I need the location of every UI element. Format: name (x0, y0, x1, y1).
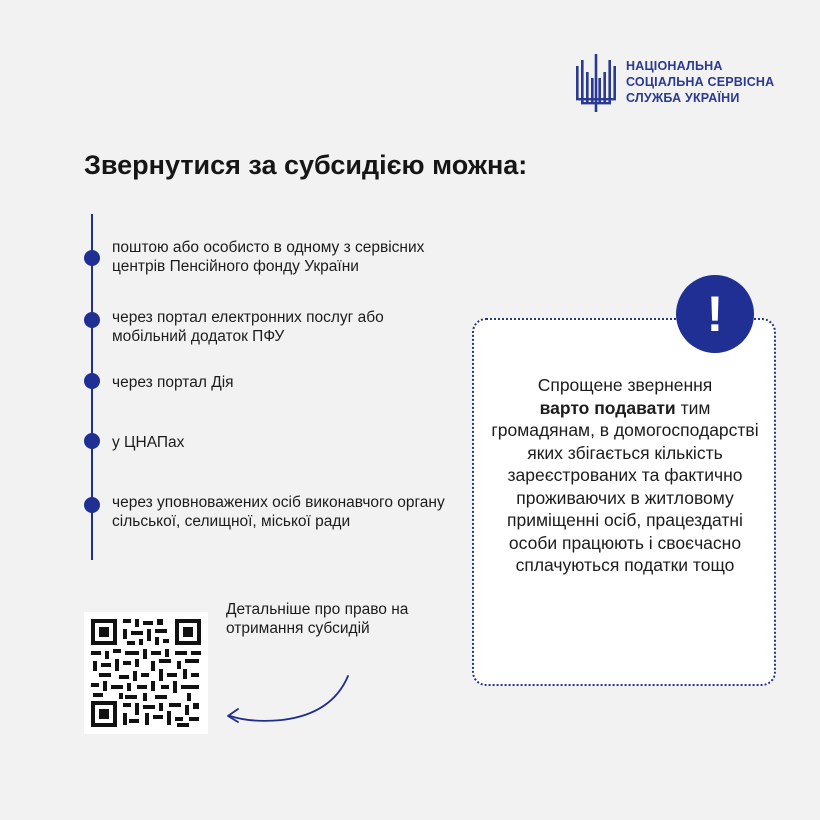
bullet-dot (84, 433, 100, 449)
qr-code-icon (89, 617, 203, 729)
bullet-dot (84, 312, 100, 328)
info-text-start: Спрощене звернення (537, 375, 713, 395)
logo-line: СЛУЖБА УКРАЇНИ (626, 91, 740, 105)
badge-symbol: ! (706, 286, 724, 342)
bullet-dot (84, 250, 100, 266)
bullet-dot (84, 373, 100, 389)
bullet-dot (84, 497, 100, 513)
list-item-text: поштою або особисто в одному з сервісних центрів Пенсійного фонду України (112, 239, 425, 275)
logo-line: НАЦІОНАЛЬНА (626, 59, 723, 73)
list-item-text: у ЦНАПах (112, 434, 185, 451)
logo-line: СОЦІАЛЬНА СЕРВІСНА (626, 75, 775, 89)
trident-icon (574, 52, 618, 114)
list-item-text: через уповноважених осіб виконавчого органу сільської, селищної, міської ради (112, 494, 445, 530)
service-logo (574, 52, 794, 116)
list-item-text: через портал Дія (112, 374, 234, 391)
exclamation-icon (676, 275, 754, 353)
info-text-bold: варто подавати (539, 397, 676, 418)
qr-code[interactable] (84, 612, 208, 734)
logo-text (626, 58, 774, 106)
page-title: Звернутися за субсидією можна: (84, 150, 528, 180)
curved-arrow-icon (222, 670, 356, 730)
info-text-rest: тим громадянам, в домогосподарстві яких збігається кількість зареєстрованих та фактично проживаючих в житловому приміщенні осіб, працездатні особи працюють і своєчасно сплачуються податки тощо (491, 397, 759, 575)
qr-caption: Детальніше про право на отримання субсидій (226, 601, 409, 637)
info-text (490, 374, 760, 577)
list-item-text: через портал електронних послуг або мобільний додаток ПФУ (112, 309, 384, 345)
